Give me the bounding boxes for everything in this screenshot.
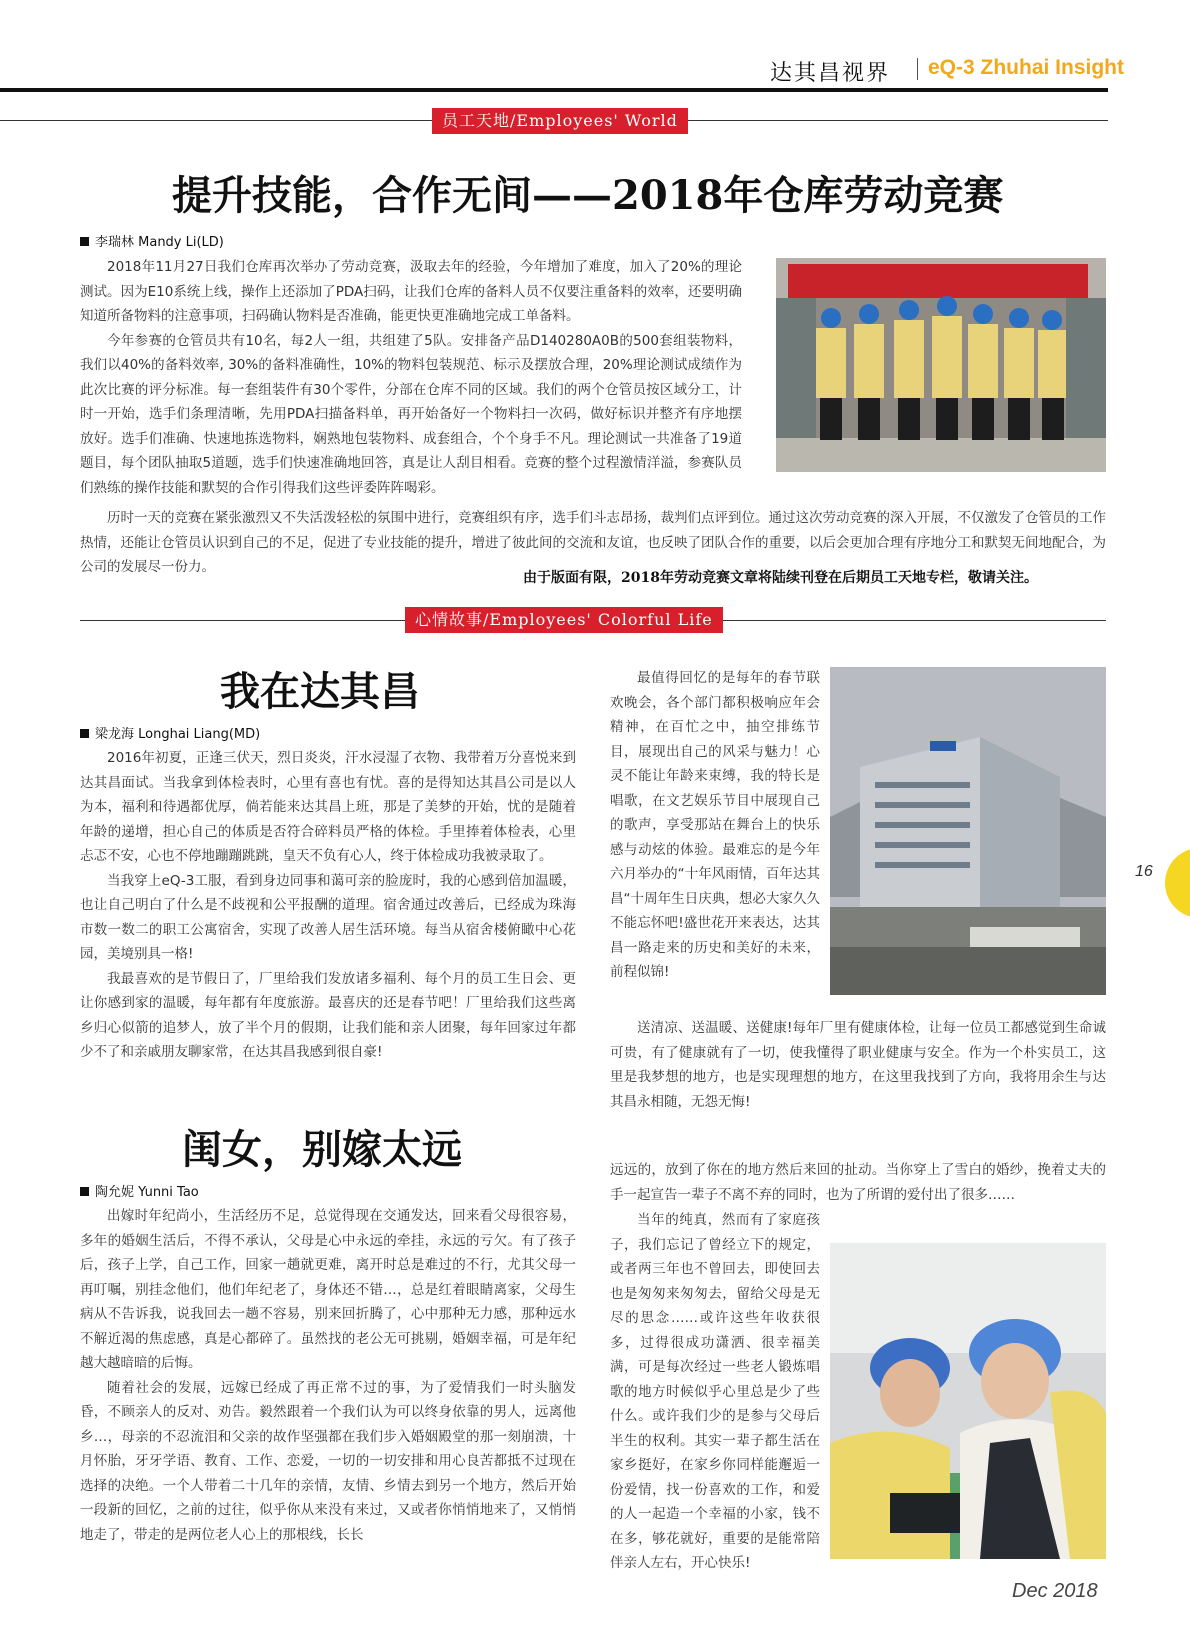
paragraph: 2016年初夏，正逢三伏天，烈日炎炎，汗水浸湿了衣物、我带着万分喜悦来到达其昌面试。当我拿到体检表时，心里有喜也有忧。喜的是得知达其昌公司是以人为本，福利和待遇都优厚，倘若能来达其昌上班，那是了美梦的开始，忧的是随着年龄的递增，担心自己的体质是否符合碎料员严格的体检。手里捧着体检表，心里忐忑不安，心也不停地蹦蹦跳跳，皇天不负有心人，终于体检成功我被录取了。 xyxy=(80,750,576,864)
article-author: 李瑞林 Mandy Li(LD) xyxy=(80,231,224,250)
section-tag-employees-world: 员工天地/Employees' World xyxy=(432,108,688,134)
team-photo-icon xyxy=(776,258,1106,472)
section-tag-colorful-life: 心情故事/Employees' Colorful Life xyxy=(405,607,723,633)
article-title: 闺女，别嫁太远 xyxy=(182,1126,462,1173)
bullet-square-icon xyxy=(80,237,89,246)
article-body xyxy=(80,746,576,1065)
paragraph: 2018年11月27日我们仓库再次举办了劳动竞赛，汲取去年的经验，今年增加了难度，加入了20%的理论测试。因为E10系统上线，操作上还添加了PDA扫码，让我们仓库的备料人员不仅要注重备料的效率，还要明确知道所备物料的注意事项，扫码确认物料是否准确，能更快更准确地完成工单备料。 xyxy=(80,259,742,324)
editor-note: 由于版面有限，2018年劳动竞赛文章将陆续刊登在后期员工天地专栏，敬请关注。 xyxy=(523,570,1038,586)
paragraph: 最值得回忆的是每年的春节联欢晚会，各个部门都积极响应年会精神，在百忙之中，抽空排练节目，展现出自己的风采与魅力！心灵不能让年龄来束缚，我的特长是唱歌，在文艺娱乐节目中展现自己的歌声，享受那站在舞台上的快乐感与动炫的体验。最难忘的是今年六月举办的“十年风雨情，百年达其昌“十周年生日庆典，想必大家久久不能忘怀吧!盛世花开来表达，达其昌一路走来的历史和美好的未来，前程似锦! xyxy=(610,670,820,980)
article-title: 我在达其昌 xyxy=(220,668,420,715)
issue-date: Dec 2018 xyxy=(1012,1580,1098,1602)
article-body-right xyxy=(610,666,820,985)
paragraph: 送清凉、送温暖、送健康!每年厂里有健康体检，让每一位员工都感觉到生命诚可贵，有了健康就有了一切，使我懂得了职业健康与安全。作为一个朴实员工，这里是我梦想的地方，也是实现理想的地方，在这里我找到了方向，我将用余生与达其昌永相随，无怨无悔! xyxy=(610,1020,1106,1110)
brand-title-en: eQ-3 Zhuhai Insight xyxy=(928,56,1125,79)
article-title: 提升技能，合作无间——2018年仓库劳动竞赛 xyxy=(172,172,1004,219)
bullet-square-icon xyxy=(80,1187,89,1196)
brand-title-cn: 达其昌视界 xyxy=(770,61,891,86)
paragraph: 当年的纯真，然而有了家庭孩子，我们忘记了曾经立下的规定，或者两三年也不曾回去，即使回去也是匆匆来匆匆去，留给父母是无尽的思念……或许这些年收获很多，过得很成功潇洒、很幸福美满，可是每次经过一些老人锻炼唱歌的地方时候似乎心里总是少了些什么。或许我们少的是参与父母后半生的权利。其实一辈子都生活在家乡挺好，在家乡你同样能邂逅一份爱情，找一份喜欢的工作，和爱的人一起造一个幸福的小家，钱不在多，够花就好，重要的是能常陪伴亲人左右，开心快乐! xyxy=(610,1212,820,1571)
page-number: 16 xyxy=(1135,863,1153,880)
paragraph: 今年参赛的仓管员共有10名，每2人一组，共组建了5队。安排备产品D140280A0B的500套组装物料，我们以40%的备料效率, 30%的备料准确性，10%的物料包装规范、标示及摆放合理，20%理论测试成绩作为此次比赛的评分标准。每一套组装件有30个零件，分部在仓库不同的区域。我们的两个仓管员按区域分工，计时一开始，选手们条理清晰，先用PDA扫描备料单，再开始备好一个物料扫一次码，做好标识并整齐有序地摆放好。选手们准确、快速地拣选物料，娴熟地包装物料、成套组合，个个身手不凡。理论测试一共准备了19道题目，每个团队抽取5道题，选手们快速准确地回答，真是让人刮目相看。竞赛的整个过程激情洋溢，参赛队员们熟练的操作技能和默契的合作引得我们这些评委阵阵喝彩。 xyxy=(80,332,742,496)
factory-building-icon xyxy=(830,667,1106,995)
article-body xyxy=(80,255,742,500)
article-author: 陶允妮 Yunni Tao xyxy=(80,1181,199,1200)
workers-photo-icon xyxy=(830,1243,1106,1559)
article-body-right-bottom xyxy=(610,1016,1106,1114)
article-author: 梁龙海 Longhai Liang(MD) xyxy=(80,723,260,742)
article-body-right-mid xyxy=(610,1208,820,1576)
article-body xyxy=(80,1204,576,1547)
page-tab-marker xyxy=(1165,848,1190,918)
paragraph: 历时一天的竞赛在紧张激烈又不失活泼轻松的氛围中进行，竞赛组织有序，选手们斗志昂扬，裁判们点评到位。通过这次劳动竞赛的深入开展，不仅激发了仓管员的工作热情，还能让仓管员认识到自己的不足，促进了专业技能的提升，增进了彼此间的交流和友谊，也反映了团队合作的重要，以后会更加合理有序地分工和默契无间地配合，为公司的发展尽一份力。 xyxy=(80,510,1106,575)
header-rule xyxy=(0,88,1108,92)
paragraph: 随着社会的发展，远嫁已经成了再正常不过的事，为了爱情我们一时头脑发昏，不顾亲人的反对、劝告。毅然跟着一个我们认为可以终身依靠的男人，远离他乡…，母亲的不忍流泪和父亲的故作坚强都在我们步入婚姻殿堂的那一刻崩溃，十月怀胎，牙牙学语、教育、工作、恋爱，一切的一切安排和用心良苦都抵不过现在选择的决绝。一个人带着二十几年的亲情，友情、乡情去到另一个地方，然后开始一段新的回忆，之前的过往，似乎你从来没有来过，又或者你悄悄地来了，又悄悄地走了，带走的是两位老人心上的那根线，长长 xyxy=(80,1379,576,1543)
article-body-right xyxy=(610,1158,1106,1207)
bullet-square-icon xyxy=(80,729,89,738)
paragraph: 出嫁时年纪尚小，生活经历不足，总觉得现在交通发达，回来看父母很容易，多年的婚姻生活后，不得不承认，父母是心中永远的牵挂，永远的亏欠。有了孩子后，孩子上学，自己工作，回家一趟就更难，离开时总是难过的不行，尤其父母一再叮嘱，别挂念他们，他们年纪老了，身体还不错…，总是红着眼睛离家，父母生病从不告诉我，说我回去一趟不容易，别来回折腾了，心中那种无力感，那种远水不解近渴的焦虑感，真是心都碎了。虽然找的老公无可挑剔，婚姻幸福，可是年纪越大越暗暗的后悔。 xyxy=(80,1208,576,1371)
paragraph: 当我穿上eQ-3工服，看到身边同事和蔼可亲的脸庞时，我的心感到倍加温暖，也让自己明白了什么是不歧视和公平报酬的道理。宿舍通过改善后，已经成为珠海市数一数二的职工公寓宿舍，实现了改善人居生活环境。每当从宿舍楼俯瞰中心花园，美境别具一格! xyxy=(80,872,576,962)
header-separator xyxy=(917,58,918,80)
paragraph: 远远的，放到了你在的地方然后来回的扯动。当你穿上了雪白的婚纱，挽着丈夫的手一起宣告一辈子不离不弃的同时，也为了所谓的爱付出了很多…… xyxy=(610,1162,1106,1203)
paragraph: 我最喜欢的是节假日了，厂里给我们发放诸多福利、每个月的员工生日会、更让你感到家的温暖，每年都有年度旅游。最喜庆的还是春节吧！厂里给我们这些离乡归心似箭的追梦人，放了半个月的假期，让我们能和亲人团聚，每年回家过年都少不了和亲戚朋友聊家常，在达其昌我感到很自豪! xyxy=(80,970,576,1060)
